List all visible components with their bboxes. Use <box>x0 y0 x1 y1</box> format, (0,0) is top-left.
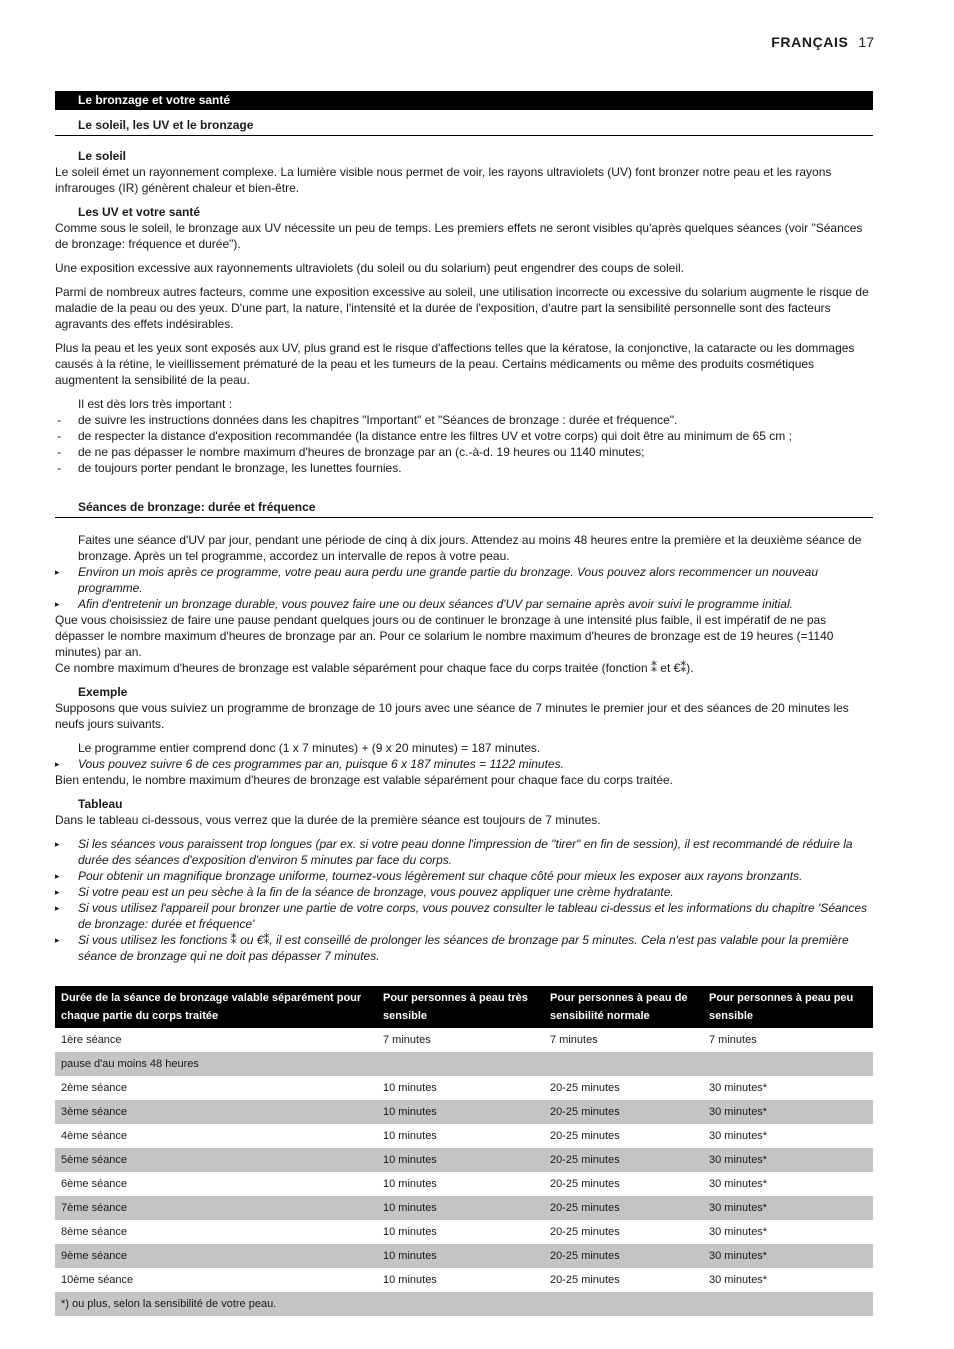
tip-item: ▸ Environ un mois après ce programme, votre peau aura perdu une grande partie du bronzage. Vous pouvez alors recommencer un nouveau programme. <box>55 564 873 596</box>
program-total-line: Le programme entier comprend donc (1 x 7 minutes) + (9 x 20 minutes) = 187 minutes. <box>78 741 541 755</box>
column-header: Durée de la séance de bronzage valable séparément pour chaque partie du corps traitée <box>55 986 377 1028</box>
table-cell: 7ème séance <box>55 1196 377 1220</box>
tips-list-2 <box>55 756 873 772</box>
table-cell: 20-25 minutes <box>550 1178 620 1190</box>
paragraph-per-side-2: Bien entendu, le nombre maximum d'heures de bronzage est valable séparément pour chaque face du corps traitée. <box>55 773 673 787</box>
table-cell: 30 minutes* <box>703 1148 873 1172</box>
heading-example: Exemple <box>78 685 128 699</box>
list-item: - de ne pas dépasser le nombre maximum d'heures de bronzage par an (c.-à-d. 19 heures ou 1140 minutes; <box>55 444 873 460</box>
table-cell: 30 minutes* <box>709 1226 768 1238</box>
tip-item: ▸ Pour obtenir un magnifique bronzage uniforme, tournez-vous légèrement sur chaque côté pour mieux les exposer aux rayons bronzants. <box>55 868 873 884</box>
table-row <box>55 1268 873 1292</box>
table-row <box>55 1076 873 1100</box>
tip-item: ▸ Si votre peau est un peu sèche à la fin de la séance de bronzage, vous pouvez appliquer une crème hydratante. <box>55 884 873 900</box>
list-item: - de suivre les instructions données dans les chapitres "Important" et "Séances de bronzage : durée et fréquence". <box>55 412 873 428</box>
page-number: 17 <box>858 34 874 50</box>
table-cell: 10 minutes <box>377 1244 544 1268</box>
table-cell: 20-25 minutes <box>550 1226 620 1238</box>
table-row-footnote <box>55 1292 873 1316</box>
table-cell: 2ème séance <box>61 1082 128 1094</box>
section-title-sun-uv: Le soleil, les UV et le bronzage <box>55 110 873 136</box>
paragraph-table-intro: Dans le tableau ci-dessous, vous verrez que la durée de la première séance est toujours de 7 minutes. <box>55 813 601 827</box>
table-cell: 10 minutes <box>383 1082 437 1094</box>
list-item: - de toujours porter pendant le bronzage, les lunettes fournies. <box>55 460 873 476</box>
table-cell: 20-25 minutes <box>550 1130 620 1142</box>
column-header: Pour personnes à peau de sensibilité normale <box>544 986 703 1028</box>
sessions-intro: Faites une séance d'UV par jour, pendant une période de cinq à dix jours. Attendez au moins 48 heures entre la première et la deuxième séance de bronzage. Après un tel programme, accordez un intervalle de repos à votre peau. <box>78 533 862 563</box>
paragraph-per-side: Ce nombre maximum d'heures de bronzage est valable séparément pour chaque face du corps traitée (fonction ⁑ et €⁑). <box>55 661 694 675</box>
heading-sun: Le soleil <box>78 149 127 163</box>
tips-list-3 <box>55 836 873 964</box>
column-header: Pour personnes à peau très sensible <box>377 986 544 1028</box>
table-cell: 20-25 minutes <box>544 1148 703 1172</box>
table-cell: 10 minutes <box>377 1100 544 1124</box>
table-cell: 20-25 minutes <box>550 1274 620 1286</box>
tip-item: ▸ Si vous utilisez les fonctions ⁑ ou €⁑, il est conseillé de prolonger les séances de bronzage par 5 minutes. Cela n'est pas valable pour la première séance de bronzage qui ne doit pas dépasser 7 minutes. <box>55 932 873 964</box>
table-cell: 7 minutes <box>383 1034 431 1046</box>
paragraph-uv-1: Comme sous le soleil, le bronzage aux UV nécessite un peu de temps. Les premiers effets ne seront visibles qu'après quelques séances (voir "Séances de bronzage: fréquence et durée"). <box>55 221 863 251</box>
paragraph-sun: Le soleil émet un rayonnement complexe. La lumière visible nous permet de voir, les rayons ultraviolets (UV) font bronzer notre peau et les rayons infrarouges (IR) génèrent chaleur et bien-être. <box>55 165 832 195</box>
paragraph-example: Supposons que vous suiviez un programme de bronzage de 10 jours avec une séance de 7 minutes le premier jour et des séances de 20 minutes les neufs jours suivants. <box>55 701 849 731</box>
table-cell: 10 minutes <box>377 1148 544 1172</box>
section-title-sessions: Séances de bronzage: durée et fréquence <box>55 492 873 518</box>
table-cell: 20-25 minutes <box>544 1196 703 1220</box>
table-row <box>55 1196 873 1220</box>
paragraph-uv-2: Une exposition excessive aux rayonnements ultraviolets (du soleil ou du solarium) peut engendrer des coups de soleil. <box>55 261 685 275</box>
table-cell: 10 minutes <box>377 1196 544 1220</box>
tip-item: ▸ Si les séances vous paraissent trop longues (par ex. si votre peau donne l'impression de "tirer" en fin de session), il est recommandé de réduire la durée des séances d'exposition d'environ 5 minutes par face du corps. <box>55 836 873 868</box>
table-row <box>55 1124 873 1148</box>
table-cell: 30 minutes* <box>709 1082 768 1094</box>
tips-list-1 <box>55 564 873 612</box>
table-cell: 7 minutes <box>550 1034 598 1046</box>
table-cell: 20-25 minutes <box>550 1082 620 1094</box>
table-cell: 8ème séance <box>61 1226 128 1238</box>
table-cell: 4ème séance <box>61 1130 128 1142</box>
table-row <box>55 1172 873 1196</box>
table-row-pause <box>55 1052 873 1076</box>
table-row <box>55 1028 873 1052</box>
tip-item: ▸ Afin d'entretenir un bronzage durable, vous pouvez faire une ou deux séances d'UV par semaine après avoir suivi le programme initial. <box>55 596 873 612</box>
table-cell: 30 minutes* <box>709 1274 768 1286</box>
table-cell: 1ère séance <box>61 1034 122 1046</box>
table-cell: 5ème séance <box>55 1148 377 1172</box>
table-cell: 10 minutes <box>383 1178 437 1190</box>
column-header: Pour personnes à peau peu sensible <box>703 986 873 1028</box>
important-intro: Il est dès lors très important : <box>78 397 233 411</box>
table-row <box>55 1244 873 1268</box>
list-item: - de respecter la distance d'exposition recommandée (la distance entre les filtres UV et votre corps) qui doit être au minimum de 65 cm ; <box>55 428 873 444</box>
table-cell: pause d'au moins 48 heures <box>55 1052 873 1076</box>
table-cell: 30 minutes* <box>703 1244 873 1268</box>
important-list <box>55 412 873 476</box>
language-label: FRANÇAIS <box>771 34 849 50</box>
table-cell: 10 minutes <box>383 1274 437 1286</box>
heading-uv-health: Les UV et votre santé <box>78 205 201 219</box>
table-cell: 20-25 minutes <box>544 1244 703 1268</box>
heading-table: Tableau <box>78 797 123 811</box>
table-row <box>55 1148 873 1172</box>
table-cell: 20-25 minutes <box>544 1100 703 1124</box>
table-cell: 10 minutes <box>383 1130 437 1142</box>
table-row <box>55 1220 873 1244</box>
table-cell: 30 minutes* <box>703 1100 873 1124</box>
table-cell: 9ème séance <box>55 1244 377 1268</box>
table-cell: 7 minutes <box>709 1034 757 1046</box>
paragraph-max-hours: Que vous choisissiez de faire une pause pendant quelques jours ou de continuer le bronzage à une intensité plus faible, il est impératif de ne pas dépasser le nombre maximum d'heures de bronzage par an. Pour ce solarium le nombre maximum d'heures de bronzage est de 19 heures (=1140 minutes) par an. <box>55 613 834 659</box>
table-cell: 10 minutes <box>383 1226 437 1238</box>
tip-item: ▸ Si vous utilisez l'appareil pour bronzer une partie de votre corps, vous pouvez consulter le tableau ci-dessus et les informations du chapitre 'Séances de bronzage: durée et fréquence' <box>55 900 873 932</box>
tanning-schedule-table <box>55 986 873 1316</box>
table-cell: 30 minutes* <box>709 1178 768 1190</box>
table-cell: 10ème séance <box>61 1274 134 1286</box>
table-header-row <box>55 986 873 1028</box>
page-header <box>771 34 874 50</box>
table-row <box>55 1100 873 1124</box>
paragraph-uv-3: Parmi de nombreux autres facteurs, comme une exposition excessive au soleil, une utilisation incorrecte ou excessive du solarium augmente le risque de maladie de la peau ou des yeux. D'une part, la nature, l'intensité et la durée de l'exposition, d'autre part la sensibilité personnelle sont des facteurs agravants des effets indésirables. <box>55 285 869 331</box>
table-cell: 30 minutes* <box>703 1196 873 1220</box>
table-cell: 30 minutes* <box>709 1130 768 1142</box>
table-footnote: *) ou plus, selon la sensibilité de votre peau. <box>55 1292 873 1316</box>
table-cell: 3ème séance <box>55 1100 377 1124</box>
table-cell: 6ème séance <box>61 1178 128 1190</box>
paragraph-uv-4: Plus la peau et les yeux sont exposés aux UV, plus grand est le risque d'affections telles que la kératose, la conjonctive, la cataracte ou les dommages causés à la rétine, le vieillissement prématuré de la peau et les tumeurs de la peau. Certains médicaments ou même des produits cosmétiques augmentent la sensibilité de la peau. <box>55 341 855 387</box>
tip-item: ▸ Vous pouvez suivre 6 de ces programmes par an, puisque 6 x 187 minutes = 1122 minutes. <box>55 756 873 772</box>
page-content <box>55 91 873 1316</box>
chapter-title: Le bronzage et votre santé <box>55 91 873 110</box>
